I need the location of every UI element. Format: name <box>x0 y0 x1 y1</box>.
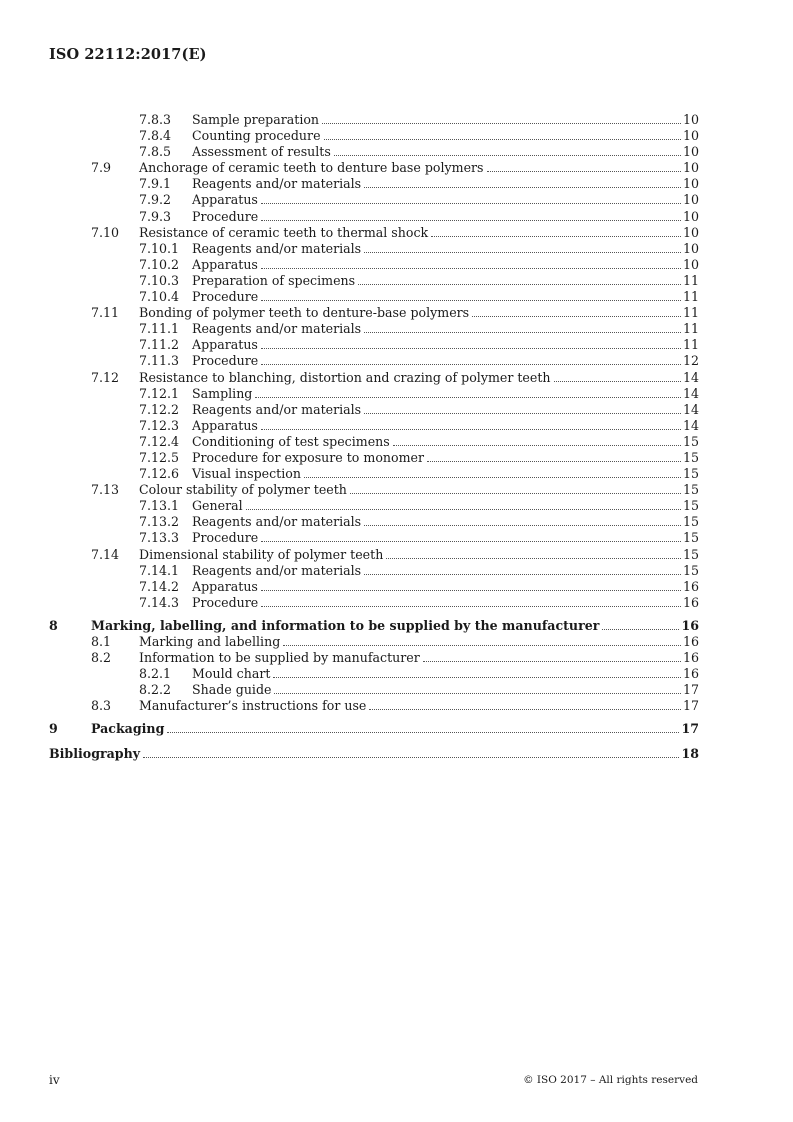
toc-entry-page: 15 <box>682 466 699 482</box>
toc-entry[interactable] <box>49 241 699 257</box>
toc-entry-title: Conditioning of test specimens <box>192 433 390 449</box>
toc-entry-title: Colour stability of polymer teeth <box>139 482 347 498</box>
toc-entry[interactable] <box>49 666 699 682</box>
dot-leader <box>167 721 679 733</box>
toc-entry-line <box>192 563 699 579</box>
toc-entry[interactable] <box>49 176 699 192</box>
toc-entry-title: Reagents and/or materials <box>192 562 362 578</box>
toc-entry[interactable] <box>49 418 699 434</box>
toc-entry-line <box>192 353 699 369</box>
toc-entry[interactable] <box>49 450 699 466</box>
toc-entry-number: 8.2.2 <box>139 682 172 698</box>
toc-entry-page: 16 <box>682 594 699 610</box>
toc-entry-number: 7.12.5 <box>139 449 180 465</box>
dot-leader <box>261 192 681 204</box>
toc-entry[interactable] <box>49 370 699 386</box>
dot-leader <box>273 666 681 678</box>
toc-entry-line <box>139 547 699 563</box>
toc-entry-number: 7.14.1 <box>139 562 180 578</box>
toc-entry-number: 7.14.2 <box>139 578 180 594</box>
toc-entry-number: 7.12.2 <box>139 401 180 417</box>
toc-entry-number: 8 <box>49 617 58 633</box>
dot-leader <box>322 112 681 124</box>
toc-entry-line <box>192 466 699 482</box>
toc-entry[interactable] <box>49 618 699 634</box>
toc-entry-title: Reagents and/or materials <box>192 514 362 530</box>
toc-entry-title: Apparatus <box>192 578 258 594</box>
dot-leader <box>602 618 679 630</box>
dot-leader <box>261 530 681 542</box>
toc-entry-title: Reagents and/or materials <box>192 401 362 417</box>
toc-entry-number: 7.10.2 <box>139 256 180 272</box>
toc-entry[interactable] <box>49 746 699 762</box>
toc-entry[interactable] <box>49 482 699 498</box>
toc-entry-number: 7.12.4 <box>139 433 180 449</box>
toc-entry-number: 7.8.3 <box>139 112 172 127</box>
toc-entry[interactable] <box>49 466 699 482</box>
toc-entry-number: 7.8.4 <box>139 128 172 144</box>
toc-entry-line <box>192 112 699 128</box>
toc-entry[interactable] <box>49 289 699 305</box>
dot-leader <box>472 305 681 317</box>
toc-entry-number: 7.14.3 <box>139 594 180 610</box>
toc-entry[interactable] <box>49 579 699 595</box>
toc-entry-page: 15 <box>682 498 699 514</box>
toc-entry-title: Counting procedure <box>192 128 321 144</box>
toc-entry-page: 10 <box>682 112 699 127</box>
toc-entry-title: Reagents and/or materials <box>192 176 362 192</box>
dot-leader <box>324 128 681 140</box>
toc-entry-line <box>192 192 699 208</box>
toc-entry-title: Procedure <box>192 594 259 610</box>
toc-entry-line <box>192 530 699 546</box>
toc-entry-number: 7.8.5 <box>139 144 172 160</box>
toc-entry-title: Reagents and/or materials <box>192 240 362 256</box>
toc-entry-number: 7.9.2 <box>139 192 172 208</box>
toc-entry-page: 11 <box>682 289 699 305</box>
toc-entry[interactable] <box>49 721 699 737</box>
toc-entry[interactable] <box>49 209 699 225</box>
toc-entry[interactable] <box>49 225 699 241</box>
toc-entry-title: Shade guide <box>192 682 272 698</box>
toc-entry[interactable] <box>49 402 699 418</box>
toc-entry-page: 17 <box>681 721 699 737</box>
toc-entry[interactable] <box>49 698 699 714</box>
toc-entry-title: Mould chart <box>192 666 271 682</box>
toc-entry-line <box>192 337 699 353</box>
toc-entry-number: 7.9.3 <box>139 208 172 224</box>
toc-entry-page: 15 <box>682 530 699 546</box>
toc-entry-line <box>192 241 699 257</box>
toc-entry-title: Procedure <box>192 530 259 546</box>
toc-entry-number: 7.13.1 <box>139 498 180 514</box>
dot-leader <box>364 514 681 526</box>
toc-entry-title: Sample preparation <box>192 112 320 127</box>
toc-entry-title: Apparatus <box>192 192 258 208</box>
toc-entry-number: 7.14 <box>91 546 120 562</box>
toc-entry-title: Bibliography <box>49 745 141 761</box>
toc-entry-number: 7.13.2 <box>139 514 180 530</box>
toc-entry-page: 15 <box>682 546 699 562</box>
toc-entry[interactable] <box>49 434 699 450</box>
toc-entry[interactable] <box>49 386 699 402</box>
toc-entry-title: Visual inspection <box>192 466 301 482</box>
toc-entry-page: 16 <box>682 666 699 682</box>
toc-entry-title: Information to be supplied by manufacturer <box>139 650 420 666</box>
toc-entry-page: 10 <box>682 256 699 272</box>
toc-entry[interactable] <box>49 112 699 128</box>
toc-entry-number: 7.12.3 <box>139 417 180 433</box>
toc-entry[interactable] <box>49 650 699 666</box>
toc-entry-title: Manufacturer’s instructions for use <box>139 698 367 714</box>
toc-entry-page: 12 <box>682 353 699 369</box>
toc-entry-title: Reagents and/or materials <box>192 321 362 337</box>
toc-entry-number: 9 <box>49 721 58 737</box>
dot-leader <box>386 547 681 559</box>
toc-entry-line <box>192 321 699 337</box>
document-identifier: ISO 22112:2017(E) <box>49 46 207 63</box>
toc-entry[interactable] <box>49 498 699 514</box>
toc-entry-line <box>192 289 699 305</box>
dot-leader <box>261 418 681 430</box>
toc-entry-line <box>192 273 699 289</box>
toc-entry-page: 14 <box>682 385 699 401</box>
toc-entry-line <box>139 160 699 176</box>
toc-entry-line <box>192 257 699 273</box>
toc-entry-line <box>91 618 699 634</box>
toc-entry-number: 8.1 <box>91 634 112 649</box>
toc-entry-line <box>139 370 699 386</box>
toc-entry-number: 7.13.3 <box>139 530 180 546</box>
dot-leader <box>364 321 681 333</box>
toc-entry-number: 7.10.4 <box>139 289 180 305</box>
toc-entry-line <box>91 721 699 737</box>
toc-entry-line <box>139 305 699 321</box>
toc-entry-page: 11 <box>682 305 699 321</box>
toc-entry-title: Procedure <box>192 353 259 369</box>
dot-leader <box>554 370 681 382</box>
dot-leader <box>364 402 681 414</box>
toc-entry-number: 8.3 <box>91 698 112 714</box>
toc-entry-line <box>192 595 699 611</box>
toc-entry-page: 16 <box>682 578 699 594</box>
dot-leader <box>487 160 681 172</box>
dot-leader <box>261 579 681 591</box>
toc-entry-line <box>192 579 699 595</box>
dot-leader <box>261 595 681 607</box>
toc-entry-line <box>139 650 699 666</box>
dot-leader <box>143 746 679 758</box>
dot-leader <box>304 466 681 478</box>
toc-entry[interactable] <box>49 273 699 289</box>
toc-entry-page: 10 <box>682 224 699 240</box>
dot-leader <box>427 450 681 462</box>
dot-leader <box>246 498 681 510</box>
toc-entry-page: 10 <box>682 208 699 224</box>
toc-entry-number: 7.12 <box>91 369 120 385</box>
toc-entry[interactable] <box>49 563 699 579</box>
toc-entry-number: 7.10.1 <box>139 240 180 256</box>
dot-leader <box>369 698 681 710</box>
toc-entry-page: 14 <box>682 401 699 417</box>
dot-leader <box>364 241 681 253</box>
toc-entry-number: 7.13 <box>91 482 120 498</box>
toc-entry-title: Dimensional stability of polymer teeth <box>139 546 384 562</box>
toc-entry-line <box>192 498 699 514</box>
toc-entry-line <box>192 386 699 402</box>
dot-leader <box>364 176 681 188</box>
toc-entry-number: 7.10.3 <box>139 272 180 288</box>
toc-entry-title: General <box>192 498 243 514</box>
dot-leader <box>261 289 681 301</box>
toc-entry[interactable] <box>49 682 699 698</box>
toc-entry-page: 10 <box>682 176 699 192</box>
dot-leader <box>261 353 681 365</box>
dot-leader <box>358 273 681 285</box>
toc-entry-line <box>192 434 699 450</box>
toc-entry[interactable] <box>49 128 699 144</box>
toc-entry-number: 8.2.1 <box>139 666 172 682</box>
toc-entry-page: 10 <box>682 144 699 160</box>
toc-entry-line <box>192 128 699 144</box>
toc-entry-number: 8.2 <box>91 650 112 666</box>
toc-entry-title: Apparatus <box>192 337 258 353</box>
dot-leader <box>364 563 681 575</box>
toc-entry-page: 16 <box>682 650 699 666</box>
toc-entry-title: Assessment of results <box>192 144 331 160</box>
toc-entry-page: 15 <box>682 482 699 498</box>
toc-entry-page: 16 <box>682 634 699 649</box>
toc-entry-line <box>192 666 699 682</box>
toc-entry-title: Apparatus <box>192 256 258 272</box>
dot-leader <box>261 337 681 349</box>
toc-entry-line <box>192 176 699 192</box>
toc-entry[interactable] <box>49 257 699 273</box>
toc-entry-title: Marking and labelling <box>139 634 281 649</box>
toc-entry-title: Bonding of polymer teeth to denture-base polymers <box>139 305 470 321</box>
copyright-notice: © ISO 2017 – All rights reserved <box>523 1074 698 1086</box>
toc-entry-number: 7.12.1 <box>139 385 180 401</box>
toc-entry[interactable] <box>49 160 699 176</box>
toc-entry-page: 17 <box>682 682 699 698</box>
toc-entry-page: 11 <box>682 272 699 288</box>
toc-entry-number: 7.9 <box>91 160 112 176</box>
dot-leader <box>274 682 680 694</box>
toc-entry-page: 11 <box>682 321 699 337</box>
toc-entry-page: 15 <box>682 433 699 449</box>
toc-entry-page: 18 <box>681 745 699 761</box>
toc-entry-line <box>192 682 699 698</box>
toc-entry-title: Anchorage of ceramic teeth to denture base polymers <box>139 160 484 176</box>
toc-entry[interactable] <box>49 321 699 337</box>
toc-entry-line <box>192 144 699 160</box>
toc-entry-number: 7.11.2 <box>139 337 180 353</box>
toc-entry-page: 17 <box>682 698 699 714</box>
toc-entry[interactable] <box>49 192 699 208</box>
toc-entry-page: 15 <box>682 562 699 578</box>
toc-entry-title: Packaging <box>91 721 165 737</box>
toc-entry[interactable] <box>49 634 699 650</box>
toc-entry-line <box>49 746 699 762</box>
toc-entry-title: Resistance to blanching, distortion and crazing of polymer teeth <box>139 369 551 385</box>
toc-entry-page: 14 <box>682 417 699 433</box>
dot-leader <box>261 257 681 269</box>
dot-leader <box>431 225 681 237</box>
toc-entry-page: 11 <box>682 337 699 353</box>
toc-entry-title: Marking, labelling, and information to be supplied by the manufacturer <box>91 617 600 633</box>
dot-leader <box>423 650 681 662</box>
toc-entry-page: 15 <box>682 514 699 530</box>
toc-entry-line <box>192 402 699 418</box>
toc-entry-line <box>139 634 699 650</box>
toc-entry-line <box>139 225 699 241</box>
toc-entry-line <box>192 418 699 434</box>
dot-leader <box>393 434 681 446</box>
toc-entry-title: Procedure <box>192 289 259 305</box>
toc-entry-title: Preparation of specimens <box>192 272 356 288</box>
toc-entry[interactable] <box>49 514 699 530</box>
toc-entry-page: 14 <box>682 369 699 385</box>
toc-entry-title: Resistance of ceramic teeth to thermal shock <box>139 224 429 240</box>
toc-entry-number: 7.9.1 <box>139 176 172 192</box>
dot-leader <box>255 386 681 398</box>
toc-entry-line <box>192 209 699 225</box>
toc-entry[interactable] <box>49 530 699 546</box>
toc-entry[interactable] <box>49 305 699 321</box>
toc-entry-number: 7.11.3 <box>139 353 180 369</box>
toc-entry-line <box>139 482 699 498</box>
page-number: iv <box>49 1073 60 1087</box>
toc-entry-line <box>192 514 699 530</box>
toc-entry-title: Sampling <box>192 385 253 401</box>
toc-entry-title: Procedure for exposure to monomer <box>192 449 425 465</box>
dot-leader <box>261 209 681 221</box>
toc-entry-title: Apparatus <box>192 417 258 433</box>
toc-entry[interactable] <box>49 595 699 611</box>
dot-leader <box>350 482 681 494</box>
toc-entry-number: 7.12.6 <box>139 466 180 482</box>
toc-entry-line <box>192 450 699 466</box>
toc-entry-page: 10 <box>682 240 699 256</box>
toc-entry[interactable] <box>49 337 699 353</box>
toc-entry-title: Procedure <box>192 208 259 224</box>
toc-entry-page: 16 <box>681 617 699 633</box>
dot-leader <box>334 144 681 156</box>
toc-entry-number: 7.11.1 <box>139 321 180 337</box>
toc-entry-page: 10 <box>682 192 699 208</box>
toc-entry[interactable] <box>49 547 699 563</box>
toc-entry-page: 10 <box>682 128 699 144</box>
toc-entry-page: 15 <box>682 449 699 465</box>
toc-entry-page: 10 <box>682 160 699 176</box>
toc-entry[interactable] <box>49 353 699 369</box>
toc-entry-line <box>139 698 699 714</box>
dot-leader <box>283 634 681 646</box>
toc-entry-number: 7.11 <box>91 305 120 321</box>
toc-entry-number: 7.10 <box>91 224 120 240</box>
toc-entry[interactable] <box>49 144 699 160</box>
table-of-contents <box>49 112 699 762</box>
